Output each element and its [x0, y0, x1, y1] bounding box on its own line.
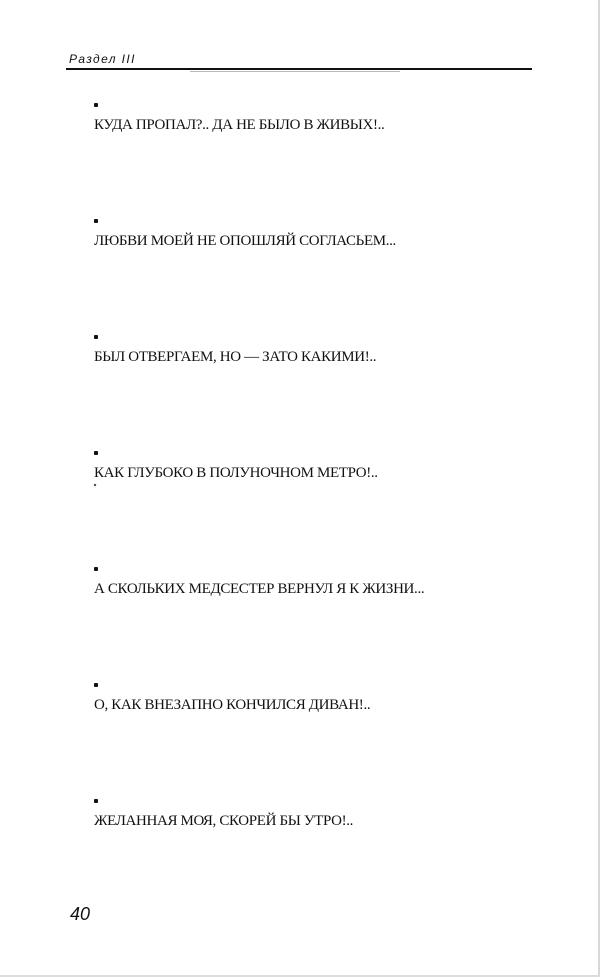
header-rule-shadow	[190, 71, 400, 72]
entry-text: ЛЮБВИ МОЕЙ НЕ ОПОШЛЯЙ СОГЛАСЬЕМ...	[94, 233, 396, 249]
entry-text: КАК ГЛУБОКО В ПОЛУНОЧНОМ МЕТРО!..	[94, 465, 378, 481]
bullet-icon	[94, 799, 98, 803]
bullet-icon	[94, 219, 98, 223]
bullet-icon	[94, 567, 98, 571]
bullet-icon	[94, 103, 98, 107]
entry-text: А СКОЛЬКИХ МЕДСЕСТЕР ВЕРНУЛ Я К ЖИЗНИ...	[94, 581, 425, 597]
bullet-icon	[94, 451, 98, 455]
bullet-icon	[94, 683, 98, 687]
header-rule	[66, 68, 532, 70]
entry-text: КУДА ПРОПАЛ?.. ДА НЕ БЫЛО В ЖИВЫХ!..	[94, 117, 385, 133]
running-head: Раздел III	[69, 52, 136, 66]
entry-text: О, КАК ВНЕЗАПНО КОНЧИЛСЯ ДИВАН!..	[94, 697, 371, 713]
entry-text: ЖЕЛАННАЯ МОЯ, СКОРЕЙ БЫ УТРО!..	[94, 813, 354, 829]
stray-mark	[94, 484, 97, 487]
entry-text: БЫЛ ОТВЕРГАЕМ, НО — ЗАТО КАКИМИ!..	[94, 349, 377, 365]
page-number: 40	[70, 904, 91, 924]
bullet-icon	[94, 335, 98, 339]
